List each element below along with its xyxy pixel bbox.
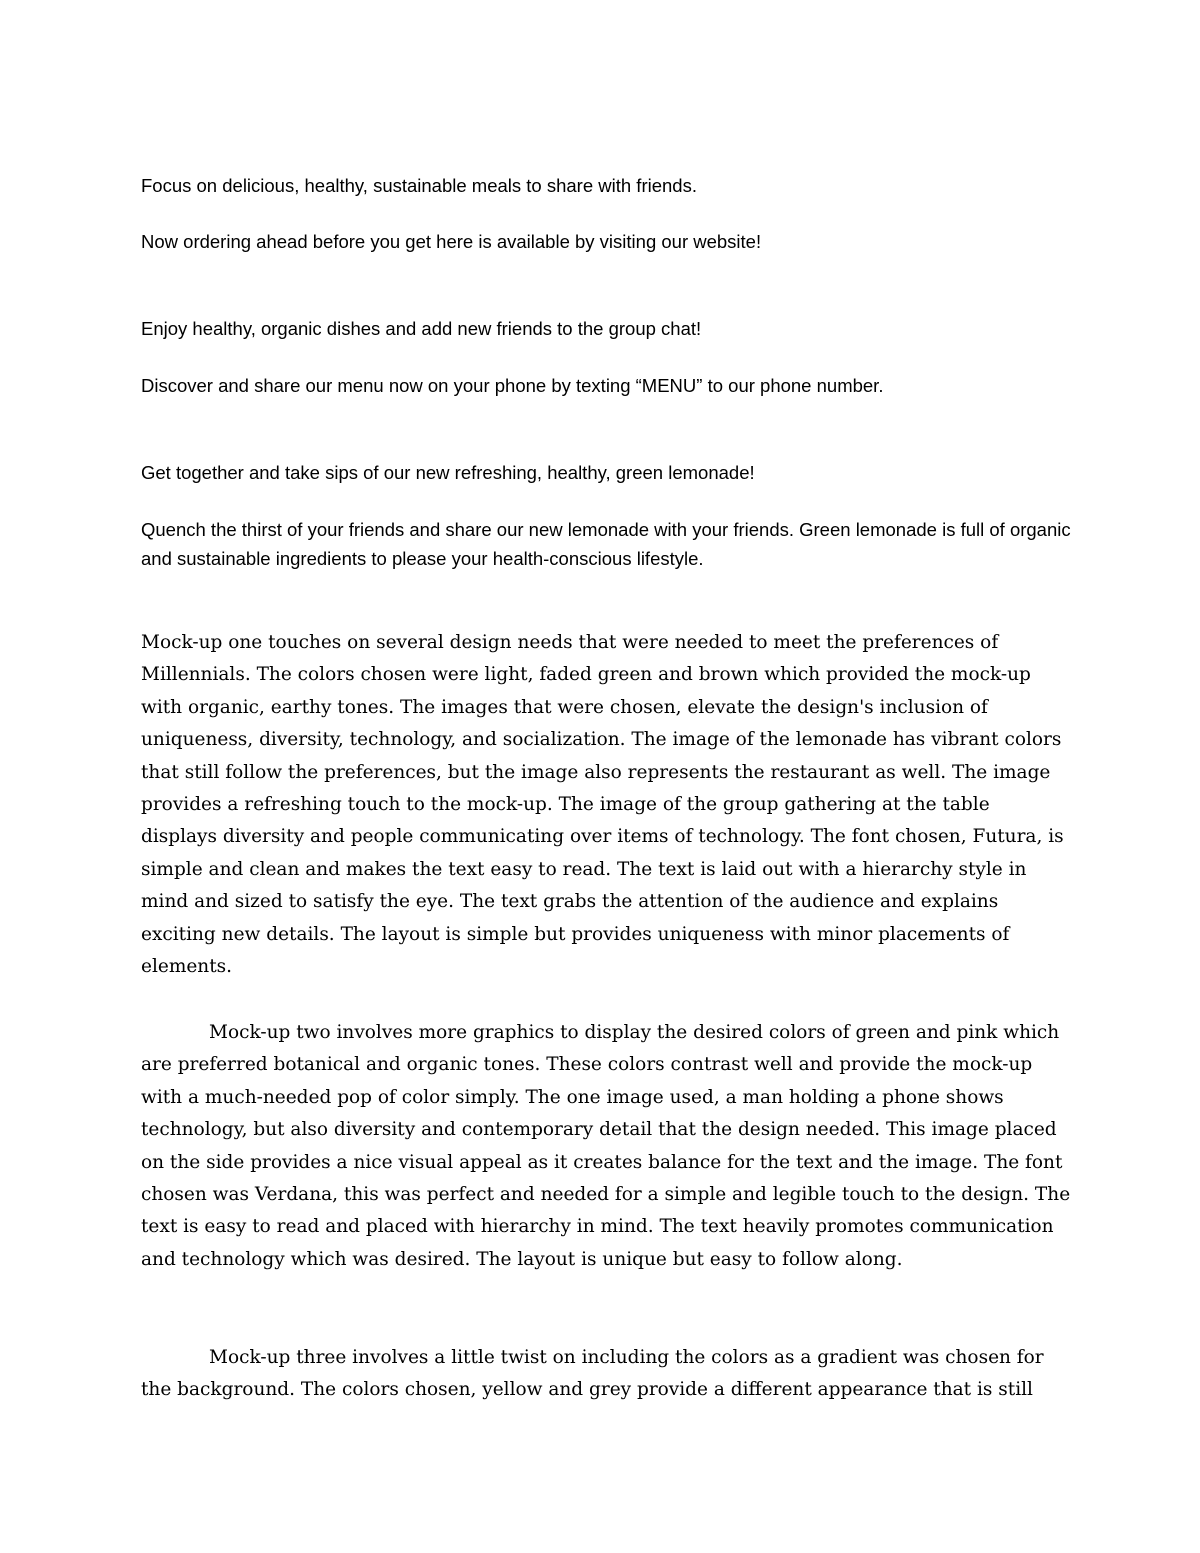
tagline-focus: Focus on delicious, healthy, sustainable meals to share with friends. [141,175,697,196]
paragraph-mockup-two: Mock-up two involves more graphics to display the desired colors of green and pink which are preferred botanical and organic tones. These colors contrast well and provide the mock-up with a much-needed pop of color simply. The one image used, a man holding a phone shows technology, but also diversity and contemporary detail that the design needed. This image placed on the side provides a nice visual appeal as it creates balance for the text and the image. The font chosen was Verdana, this was perfect and needed for a simple and legible touch to the design. The text is easy to read and placed with hierarchy in mind. The text heavily promotes communication and technology which was desired. The layout is unique but easy to follow along. [141,1022,1071,1270]
tagline-quench: Quench the thirst of your friends and share our new lemonade with your friends. Green lemonade is full of organic and sustainable ingredients to please your health-conscious lifestyle. [141,519,1071,569]
paragraph-mockup-one: Mock-up one touches on several design needs that were needed to meet the preferences of Millennials. The colors chosen were light, faded green and brown which provided the mock-up with organic, earthy tones. The images that were chosen, elevate the design's inclusion of uniqueness, diversity, technology, and socialization. The image of the lemonade has vibrant colors that still follow the preferences, but the image also represents the restaurant as well. The image provides a refreshing touch to the mock-up. The image of the group gathering at the table displays diversity and people communicating over items of technology. The font chosen, Futura, is simple and clean and makes the text easy to read. The text is laid out with a hierarchy style in mind and sized to satisfy the eye. The text grabs the attention of the audience and explains exciting new details. The layout is simple but provides uniqueness with minor placements of elements. [141,632,1064,978]
tagline-ordering: Now ordering ahead before you get here is available by visiting our website! [141,231,762,252]
tagline-enjoy: Enjoy healthy, organic dishes and add new friends to the group chat! [141,318,702,339]
tagline-together: Get together and take sips of our new refreshing, healthy, green lemonade! [141,462,755,483]
tagline-discover: Discover and share our menu now on your phone by texting “MENU” to our phone number. [141,375,884,396]
paragraph-mockup-three: Mock-up three involves a little twist on including the colors as a gradient was chosen for the background. The colors chosen, yellow and grey provide a different appearance that is still [141,1347,1044,1401]
